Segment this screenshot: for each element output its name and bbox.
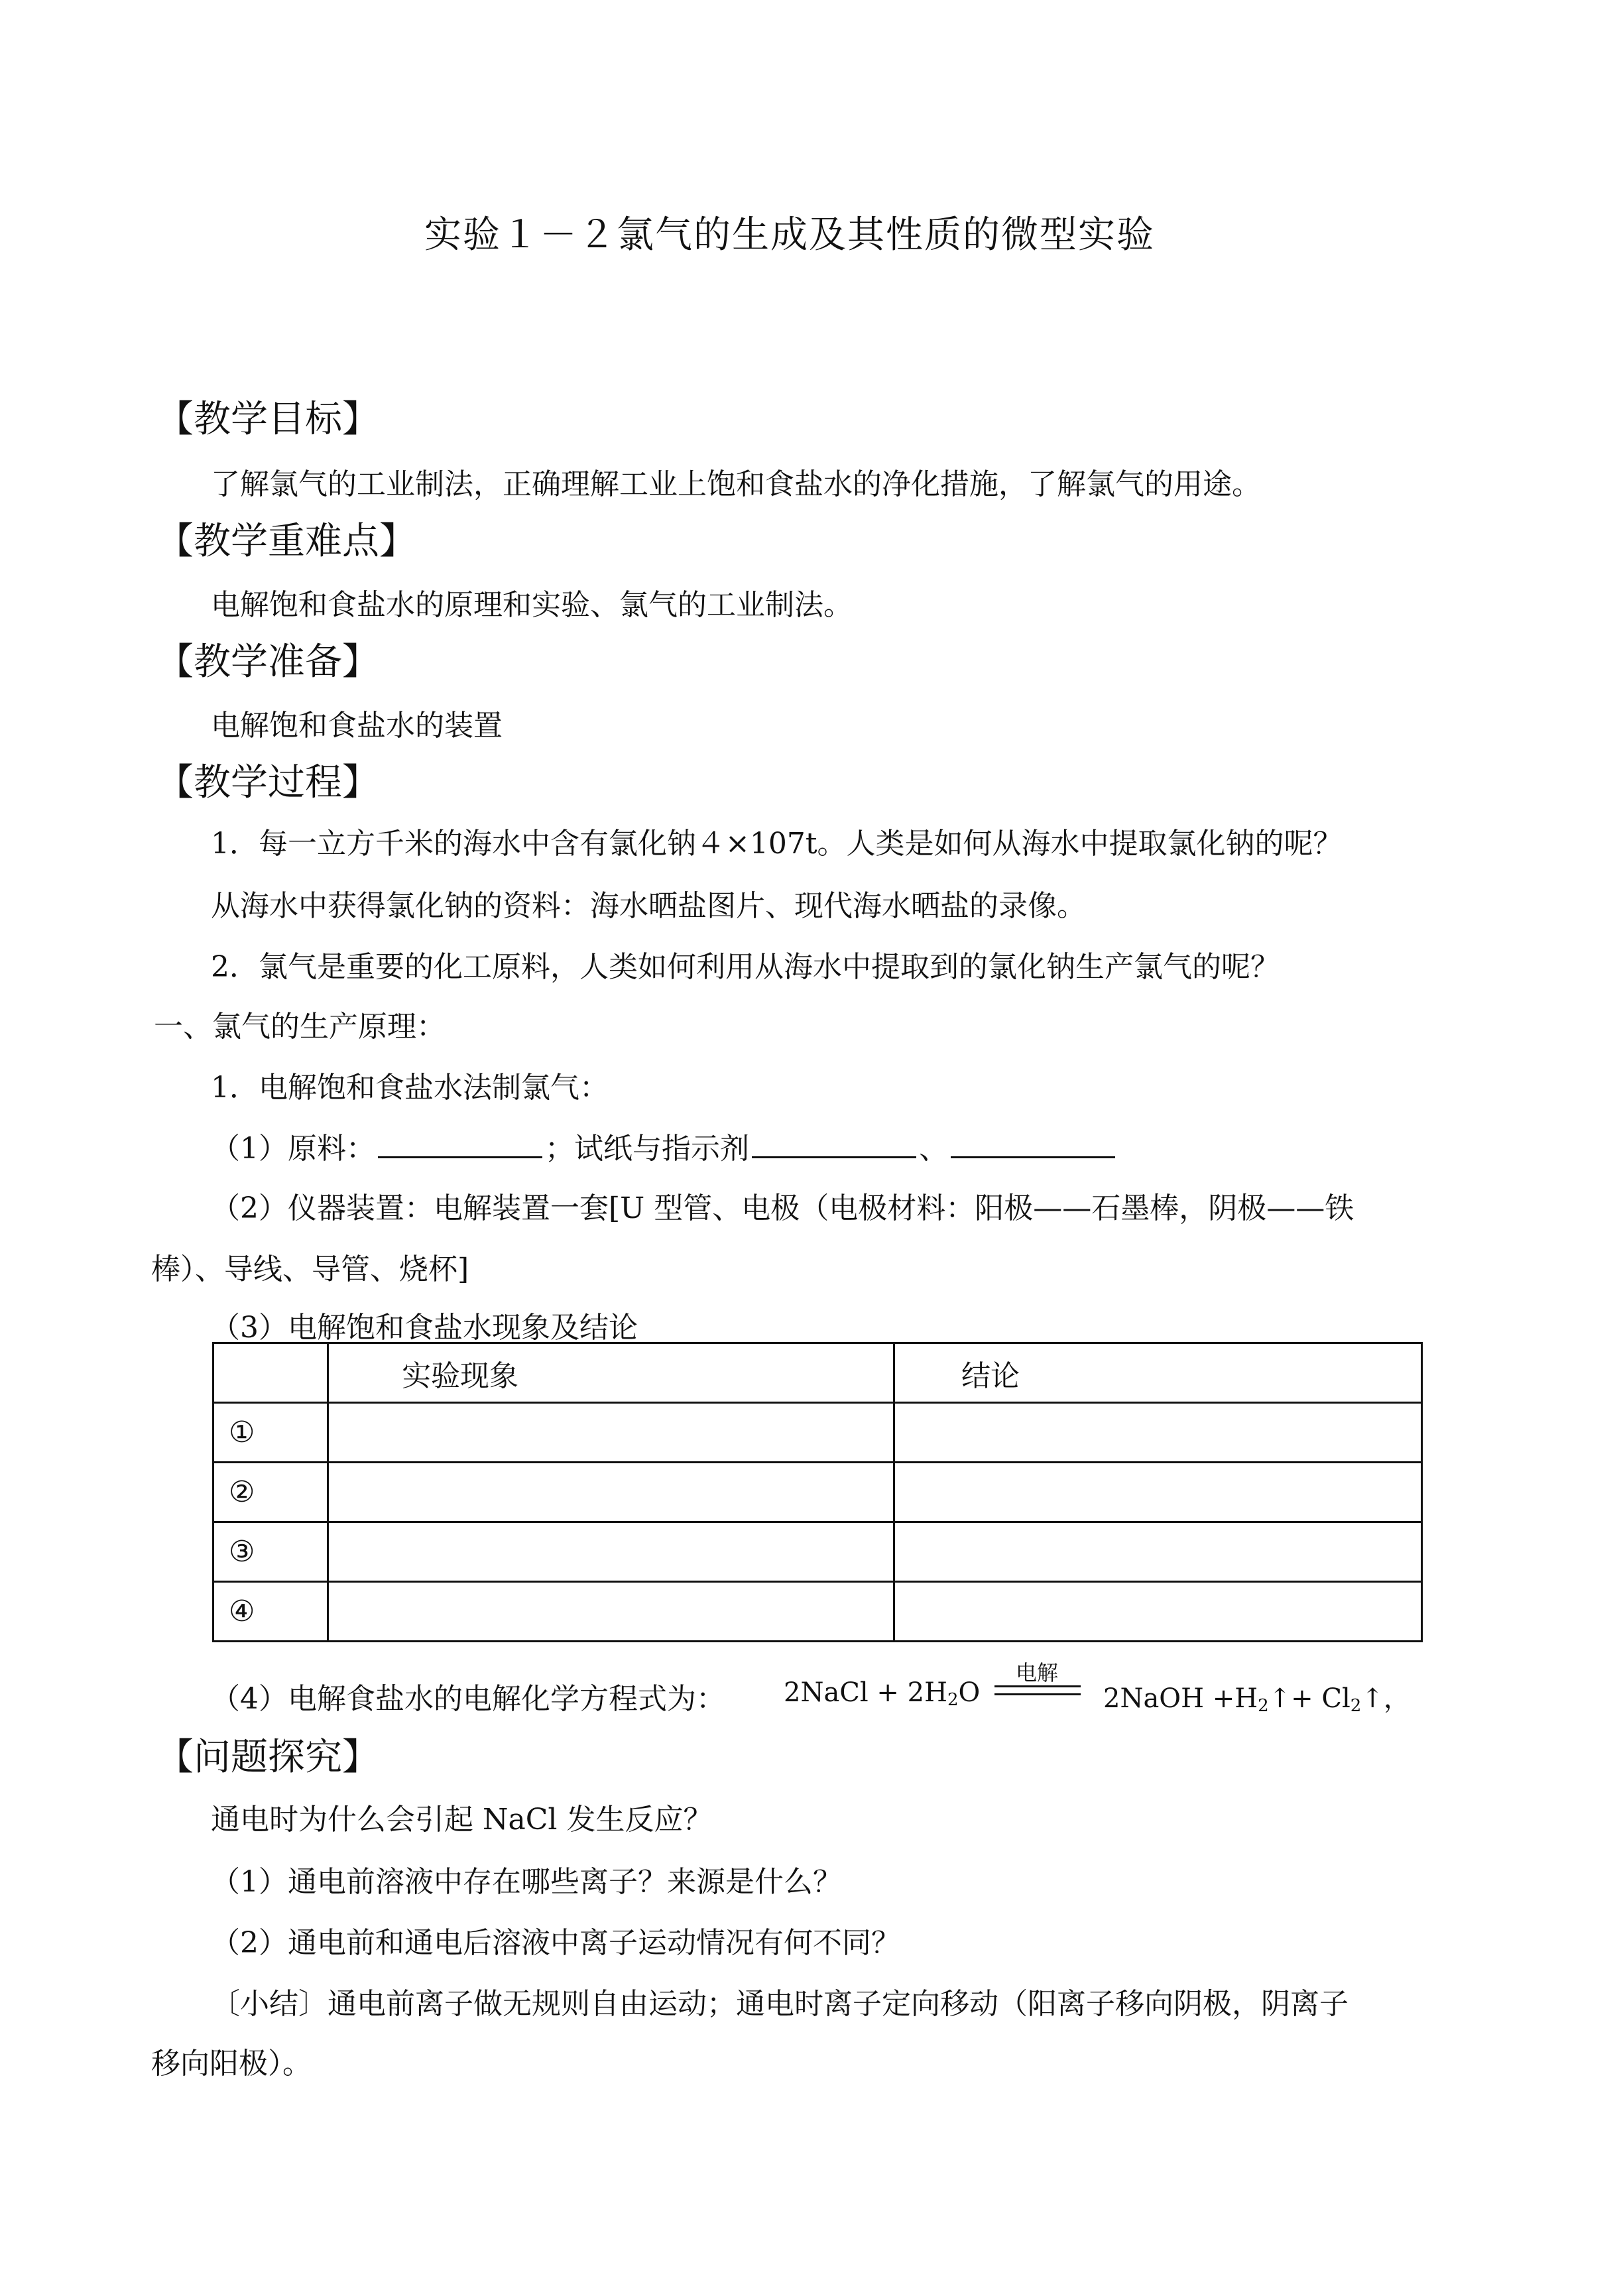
table-row bbox=[213, 1582, 1422, 1642]
row-index: ② bbox=[213, 1463, 328, 1522]
item-3-line: （3）电解饱和食盐水现象及结论 bbox=[211, 1311, 638, 1345]
table-header-phenomenon: 实验现象 bbox=[328, 1343, 894, 1403]
conclusion-cell[interactable] bbox=[894, 1582, 1422, 1642]
sub-1-heading: 1．电解饱和食盐水法制氯气： bbox=[211, 1071, 609, 1105]
preparation-text: 电解饱和食盐水的装置 bbox=[211, 709, 503, 743]
phenomenon-cell[interactable] bbox=[328, 1582, 894, 1642]
item-2-line-1: （2）仪器装置：电解装置一套[U 型管、电极（电极材料：阳极——石墨棒，阴极——铁 bbox=[211, 1191, 1354, 1225]
conclusion-cell[interactable] bbox=[894, 1403, 1422, 1463]
preparation-heading: 【教学准备】 bbox=[156, 640, 379, 684]
summary-line-2: 移向阳极）。 bbox=[151, 2047, 312, 2081]
raw-material-blank[interactable] bbox=[378, 1130, 542, 1158]
item-4-prefix: （4）电解食盐水的电解化学方程式为： bbox=[211, 1682, 725, 1716]
equation-right bbox=[1103, 1677, 1410, 1716]
objectives-text: 了解氯气的工业制法，正确理解工业上饱和食盐水的净化措施，了解氯气的用途。 bbox=[211, 467, 1261, 501]
process-heading: 【教学过程】 bbox=[156, 761, 379, 804]
item-1-separator: 、 bbox=[919, 1132, 948, 1166]
phenomenon-cell[interactable] bbox=[328, 1403, 894, 1463]
summary-line-1: 〔小结〕通电前离子做无规则自由运动；通电时离子定向移动（阳离子移向阴极，阴离子 bbox=[211, 1987, 1349, 2021]
key-points-text: 电解饱和食盐水的原理和实验、氯气的工业制法。 bbox=[211, 588, 853, 622]
equation-right-b: ↑+ Cl bbox=[1268, 1683, 1351, 1714]
item-1-middle: ；试纸与指示剂 bbox=[545, 1132, 749, 1166]
table-row bbox=[213, 1522, 1422, 1582]
equation-right-a: 2NaOH +H bbox=[1103, 1683, 1258, 1714]
test-paper-blank[interactable] bbox=[752, 1130, 916, 1158]
equation-right-c: ↑， bbox=[1361, 1683, 1410, 1714]
equation-left-a: 2NaCl + 2H bbox=[784, 1677, 947, 1708]
table-row bbox=[213, 1463, 1422, 1522]
phenomenon-cell[interactable] bbox=[328, 1463, 894, 1522]
process-line-3: 2．氯气是重要的化工原料，人类如何利用从海水中提取到的氯化钠生产氯气的呢？ bbox=[211, 950, 1280, 984]
equation-arrow-line-top bbox=[994, 1685, 1081, 1687]
equation-left bbox=[784, 1677, 980, 1710]
observation-table bbox=[212, 1342, 1423, 1642]
inquiry-q1: （1）通电前溶液中存在哪些离子？来源是什么？ bbox=[211, 1865, 842, 1899]
key-points-heading: 【教学重难点】 bbox=[156, 520, 416, 563]
item-1-line bbox=[211, 1124, 1118, 1167]
table-header-conclusion: 结论 bbox=[894, 1343, 1422, 1403]
conclusion-cell[interactable] bbox=[894, 1463, 1422, 1522]
item-1-label: （1）原料： bbox=[211, 1132, 375, 1166]
process-line-2: 从海水中获得氯化钠的资料：海水晒盐图片、现代海水晒盐的录像。 bbox=[211, 889, 1086, 923]
table-header-index bbox=[213, 1343, 328, 1403]
table-header-row bbox=[213, 1343, 1422, 1403]
equation-left-b: O bbox=[958, 1677, 981, 1708]
page-title: 实验１－２氯气的生成及其性质的微型实验 bbox=[424, 213, 1155, 257]
objectives-heading: 【教学目标】 bbox=[156, 398, 379, 441]
row-index: ① bbox=[213, 1403, 328, 1463]
conclusion-cell[interactable] bbox=[894, 1522, 1422, 1582]
part-1-heading: 一、氯气的生产原理： bbox=[154, 1010, 446, 1044]
item-2-line-2: 棒）、导线、导管、烧杯] bbox=[151, 1252, 469, 1286]
equation-arrow-line-bottom bbox=[994, 1693, 1081, 1695]
indicator-blank[interactable] bbox=[951, 1130, 1115, 1158]
phenomenon-cell[interactable] bbox=[328, 1522, 894, 1582]
row-index: ④ bbox=[213, 1582, 328, 1642]
equation-condition: 电解 bbox=[1016, 1660, 1059, 1685]
inquiry-q2: （2）通电前和通电后溶液中离子运动情况有何不同？ bbox=[211, 1926, 900, 1960]
equation-right-sub-2: 2 bbox=[1350, 1696, 1362, 1716]
table-row bbox=[213, 1403, 1422, 1463]
process-line-1: 1．每一立方千米的海水中含有氯化钠４×107t。人类是如何从海水中提取氯化钠的呢？ bbox=[211, 827, 1343, 861]
equation-left-sub: 2 bbox=[947, 1690, 959, 1710]
inquiry-question: 通电时为什么会引起 NaCl 发生反应？ bbox=[211, 1803, 713, 1837]
equation-right-sub-1: 2 bbox=[1258, 1696, 1269, 1716]
row-index: ③ bbox=[213, 1522, 328, 1582]
inquiry-heading: 【问题探究】 bbox=[156, 1736, 379, 1779]
